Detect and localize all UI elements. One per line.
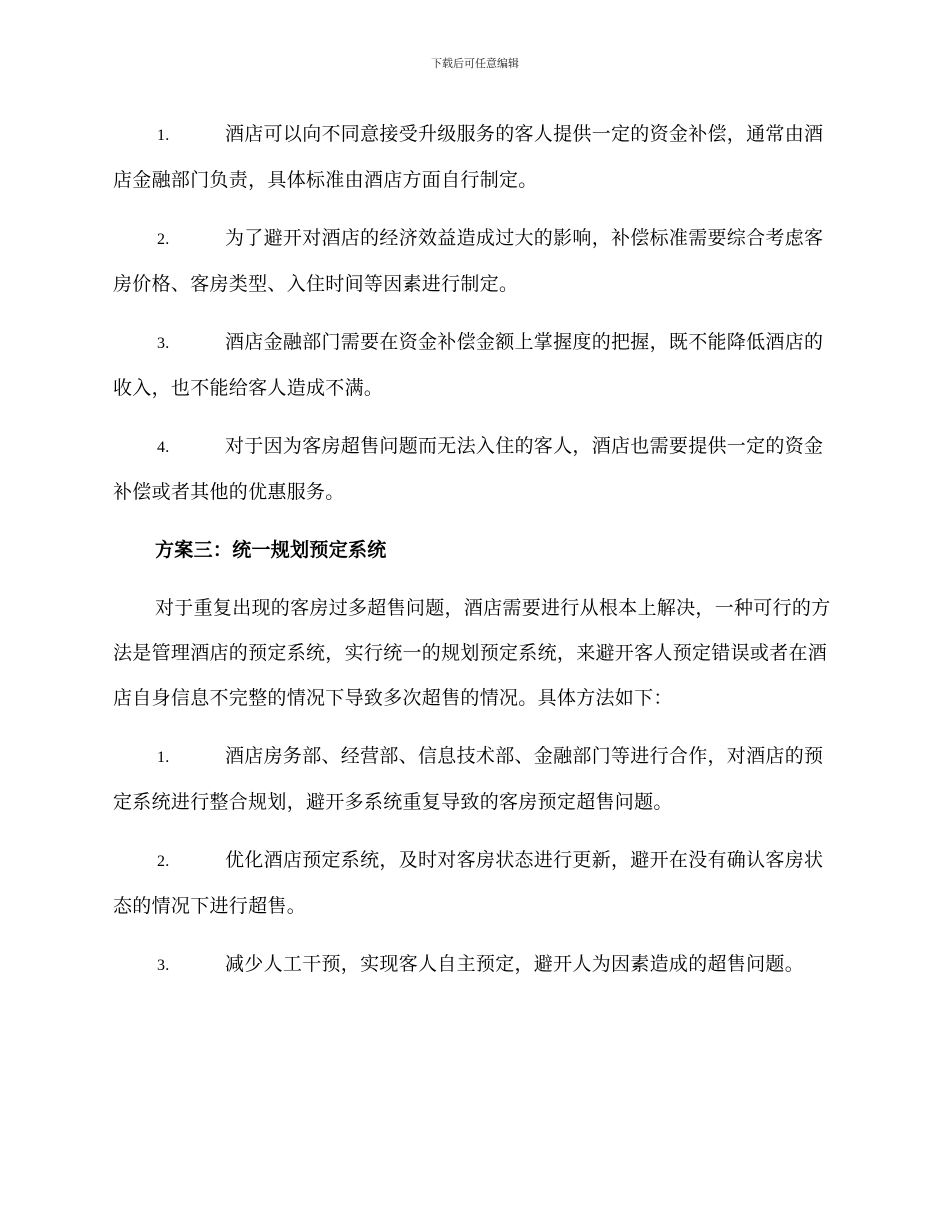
list-number: 4. [157,439,170,456]
list-item [113,112,833,203]
list-item-text: 酒店房务部、经营部、信息技术部、金融部门等进行合作，对酒店的预定系统进行整合规划，避开多系统重复导致的客房预定超售问题。 [113,745,824,813]
document-body [113,112,833,1001]
section-heading: 方案三：统一规划预定系统 [155,539,387,561]
list-number: 3. [157,957,170,974]
list-item [113,424,833,515]
list-item [113,734,833,825]
list-number: 3. [157,335,170,352]
list-item-text: 为了避开对酒店的经济效益造成过大的影响，补偿标准需要综合考虑客房价格、客房类型、入住时间等因素进行制定。 [113,227,824,295]
page-header: 下载后可任意编辑 [431,57,519,70]
list-item [113,838,833,929]
list-number: 2. [157,853,170,870]
list-item-text: 优化酒店预定系统，及时对客房状态进行更新，避开在没有确认客房状态的情况下进行超售。 [113,849,824,917]
list-number: 1. [157,127,170,144]
list-item [113,942,833,988]
list-item [113,216,833,307]
list-item-text: 减少人工干预，实现客人自主预定，避开人为因素造成的超售问题。 [225,953,805,975]
list-item-text: 酒店金融部门需要在资金补偿金额上掌握度的把握，既不能降低酒店的收入，也不能给客人造成不满。 [113,331,824,399]
intro-paragraph: 对于重复出现的客房过多超售问题，酒店需要进行从根本上解决，一种可行的方法是管理酒店的预定系统，实行统一的规划预定系统，来避开客人预定错误或者在酒店自身信息不完整的情况下导致多次超售的情况。具体方法如下： [113,597,831,709]
list-item-text: 对于因为客房超售问题而无法入住的客人，酒店也需要提供一定的资金补偿或者其他的优惠服务。 [113,435,824,503]
list-number: 2. [157,231,170,248]
list-number: 1. [157,749,170,766]
list-item-text: 酒店可以向不同意接受升级服务的客人提供一定的资金补偿，通常由酒店金融部门负责，具体标准由酒店方面自行制定。 [113,123,824,191]
list-item [113,320,833,411]
